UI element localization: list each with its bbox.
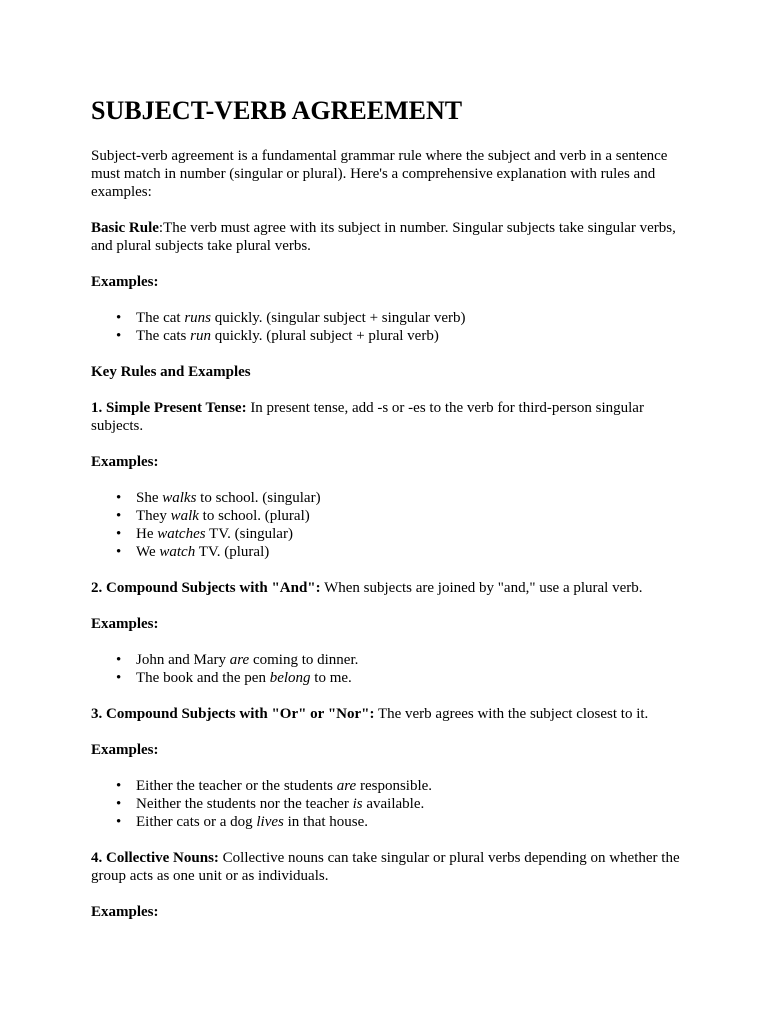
example-verb: walk <box>170 508 199 524</box>
example-verb: runs <box>184 310 211 326</box>
bullet-icon: • <box>116 490 122 506</box>
example-verb: are <box>336 778 357 794</box>
list-item <box>116 309 688 327</box>
example-verb: is <box>352 796 363 812</box>
example-text: He <box>136 526 158 542</box>
rule-2-text: When subjects are joined by "and," use a plural verb. <box>320 580 643 596</box>
list-item <box>116 813 688 831</box>
bullet-icon: • <box>116 814 122 830</box>
list-item <box>116 489 688 507</box>
intro-paragraph: Subject-verb agreement is a fundamental grammar rule where the subject and verb in a sentence must match in number (singular or plural). Here's a comprehensive explanation with rules and examples: <box>91 148 668 200</box>
rule-1-paragraph <box>91 399 688 435</box>
example-text: TV. (singular) <box>205 526 293 542</box>
rule-4-examples-label: Examples: <box>91 904 159 920</box>
rule-4-label: 4. Collective Nouns: <box>91 850 219 866</box>
rule-2-label: 2. Compound Subjects with "And": <box>91 580 321 596</box>
rule-3-label: 3. Compound Subjects with "Or" or "Nor": <box>91 706 375 722</box>
bullet-icon: • <box>116 508 122 524</box>
list-item <box>116 669 688 687</box>
basic-rule-paragraph <box>91 219 688 255</box>
example-verb: watch <box>159 544 196 560</box>
list-item <box>116 777 688 795</box>
example-text: We <box>136 544 160 560</box>
example-text: to school. (plural) <box>198 508 310 524</box>
basic-examples-list <box>91 309 688 345</box>
basic-examples-label: Examples: <box>91 274 159 290</box>
rule-4-text: Collective nouns can take singular or plural verbs depending on whether the group acts as one unit or as individuals. <box>91 850 680 884</box>
example-verb: run <box>190 328 211 344</box>
example-text: TV. (plural) <box>195 544 270 560</box>
example-text: to me. <box>310 670 352 686</box>
example-text: The cat <box>136 310 185 326</box>
bullet-icon: • <box>116 526 122 542</box>
rule-3-paragraph <box>91 705 688 723</box>
example-text: quickly. (plural subject + plural verb) <box>210 328 439 344</box>
example-verb: are <box>229 652 250 668</box>
example-verb: lives <box>256 814 284 830</box>
bullet-icon: • <box>116 796 122 812</box>
example-text: Either the teacher or the students <box>136 778 337 794</box>
bullet-icon: • <box>116 328 122 344</box>
example-text: to school. (singular) <box>196 490 321 506</box>
rule-3-text: The verb agrees with the subject closest to it. <box>374 706 649 722</box>
rule-1-examples-label: Examples: <box>91 454 159 470</box>
list-item <box>116 507 688 525</box>
example-text: John and Mary <box>136 652 230 668</box>
key-rules-heading: Key Rules and Examples <box>91 364 251 380</box>
basic-rule-label: Basic Rule <box>91 220 159 236</box>
bullet-icon: • <box>116 778 122 794</box>
list-item <box>116 651 688 669</box>
rule-2-examples-list <box>91 651 688 687</box>
basic-rule-text: :The verb must agree with its subject in number. Singular subjects take singular verbs, and plural subjects take plural verbs. <box>91 220 676 254</box>
document-title: SUBJECT-VERB AGREEMENT <box>91 96 463 125</box>
rule-1-examples-list <box>91 489 688 561</box>
example-text: Neither the students nor the teacher <box>136 796 353 812</box>
bullet-icon: • <box>116 670 122 686</box>
list-item <box>116 543 688 561</box>
bullet-icon: • <box>116 544 122 560</box>
rule-2-paragraph <box>91 579 688 597</box>
example-text: responsible. <box>356 778 433 794</box>
rule-3-examples-list <box>91 777 688 831</box>
example-text: Either cats or a dog <box>136 814 257 830</box>
bullet-icon: • <box>116 310 122 326</box>
rule-4-paragraph <box>91 849 688 885</box>
example-verb: belong <box>269 670 311 686</box>
example-text: quickly. (singular subject + singular verb) <box>211 310 466 326</box>
example-text: available. <box>362 796 425 812</box>
example-text: The book and the pen <box>136 670 270 686</box>
rule-1-text: In present tense, add -s or -es to the verb for third-person singular subjects. <box>91 400 644 434</box>
rule-1-label: 1. Simple Present Tense: <box>91 400 247 416</box>
list-item <box>116 795 688 813</box>
example-verb: walks <box>162 490 197 506</box>
bullet-icon: • <box>116 652 122 668</box>
list-item <box>116 525 688 543</box>
rule-3-examples-label: Examples: <box>91 742 159 758</box>
example-text: They <box>136 508 171 524</box>
rule-2-examples-label: Examples: <box>91 616 159 632</box>
example-text: coming to dinner. <box>249 652 359 668</box>
example-text: The cats <box>136 328 191 344</box>
example-text: She <box>136 490 163 506</box>
list-item <box>116 327 688 345</box>
example-verb: watches <box>157 526 206 542</box>
example-text: in that house. <box>283 814 369 830</box>
